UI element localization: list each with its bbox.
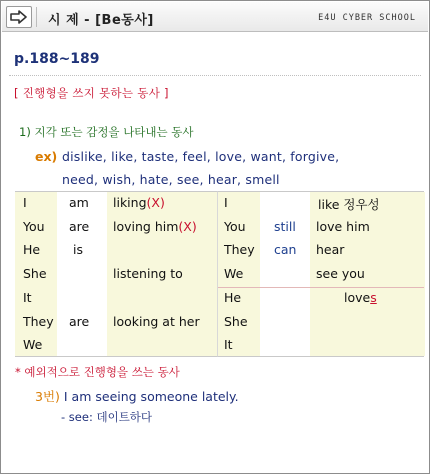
exception-note: * 예외적으로 진행형을 쓰는 동사 <box>15 365 180 379</box>
subject-cell: I <box>23 195 27 210</box>
table-row <box>218 311 424 335</box>
be-verb-cell: am <box>69 195 89 210</box>
verb-text: liking <box>113 195 147 210</box>
verb-text: loving him <box>113 218 179 234</box>
table-row <box>15 334 217 358</box>
table-row <box>218 263 424 287</box>
wrong-mark: (X) <box>146 195 165 210</box>
modal-cell: can <box>274 242 297 258</box>
verb-cell: like 정우성 <box>318 197 380 212</box>
example-sentence <box>35 387 239 405</box>
point-heading: 1) 지각 또는 감정을 나타내는 동사 <box>19 125 194 139</box>
page-title: 시 제 - [Be동사] <box>48 13 154 28</box>
verb-cell: hear <box>316 242 345 258</box>
table-row <box>15 239 217 263</box>
table-row <box>218 334 424 358</box>
subject-cell: It <box>224 337 233 353</box>
back-arrow-button[interactable] <box>6 6 32 28</box>
table-row <box>15 287 217 311</box>
be-verb-cell: are <box>69 313 90 329</box>
subject-cell: He <box>23 242 41 258</box>
subject-cell: We <box>224 266 244 282</box>
subject-cell: It <box>23 289 32 305</box>
table-row <box>15 216 217 240</box>
arrow-right-icon <box>10 10 28 24</box>
table-row <box>218 192 424 216</box>
page-reference: p.188~189 <box>14 51 100 67</box>
table-row <box>15 192 217 216</box>
meaning-note: - see: 데이트하다 <box>61 410 153 424</box>
verb-cell: see you <box>316 266 365 282</box>
verb-base: love <box>344 289 371 305</box>
divider <box>9 75 421 76</box>
example-label: ex) <box>35 149 58 164</box>
table-row <box>15 263 217 287</box>
brand-label: E4U CYBER SCHOOL <box>318 13 416 23</box>
subject-cell: You <box>224 218 246 234</box>
table-row <box>15 311 217 335</box>
verb-cell <box>344 290 377 305</box>
example-line: dislike, like, taste, feel, love, want, forgive, <box>62 149 340 164</box>
subject-cell: I <box>224 195 228 210</box>
right-example-table <box>217 191 424 357</box>
header-bar <box>2 2 428 32</box>
verb-cell <box>113 195 165 210</box>
verb-cell: listening to <box>113 266 183 282</box>
example-number: 3번) <box>35 389 60 404</box>
subject-cell: They <box>224 242 255 258</box>
subject-cell: They <box>23 313 54 329</box>
header-separator <box>36 7 37 27</box>
table-row <box>218 216 424 240</box>
subject-cell: You <box>23 218 45 234</box>
subject-cell: We <box>23 337 43 353</box>
wrong-mark: (X) <box>178 218 197 234</box>
sentence-text: I am seeing someone lately. <box>63 389 239 404</box>
left-example-table <box>15 191 217 357</box>
example-line: need, wish, hate, see, hear, smell <box>62 172 280 187</box>
be-verb-cell: are <box>69 218 90 234</box>
section-title: [ 진행형을 쓰지 못하는 동사 ] <box>14 86 169 100</box>
subject-cell: He <box>224 289 242 305</box>
verb-cell: love him <box>316 218 370 234</box>
verb-suffix: s <box>370 289 377 305</box>
adverb-cell: still <box>274 218 296 234</box>
subject-cell: She <box>224 313 248 329</box>
verb-cell: looking at her <box>113 313 200 329</box>
subject-cell: She <box>23 266 47 282</box>
be-verb-cell: is <box>73 242 83 258</box>
table-row <box>218 287 424 311</box>
verb-cell <box>113 219 197 234</box>
table-row <box>218 239 424 263</box>
